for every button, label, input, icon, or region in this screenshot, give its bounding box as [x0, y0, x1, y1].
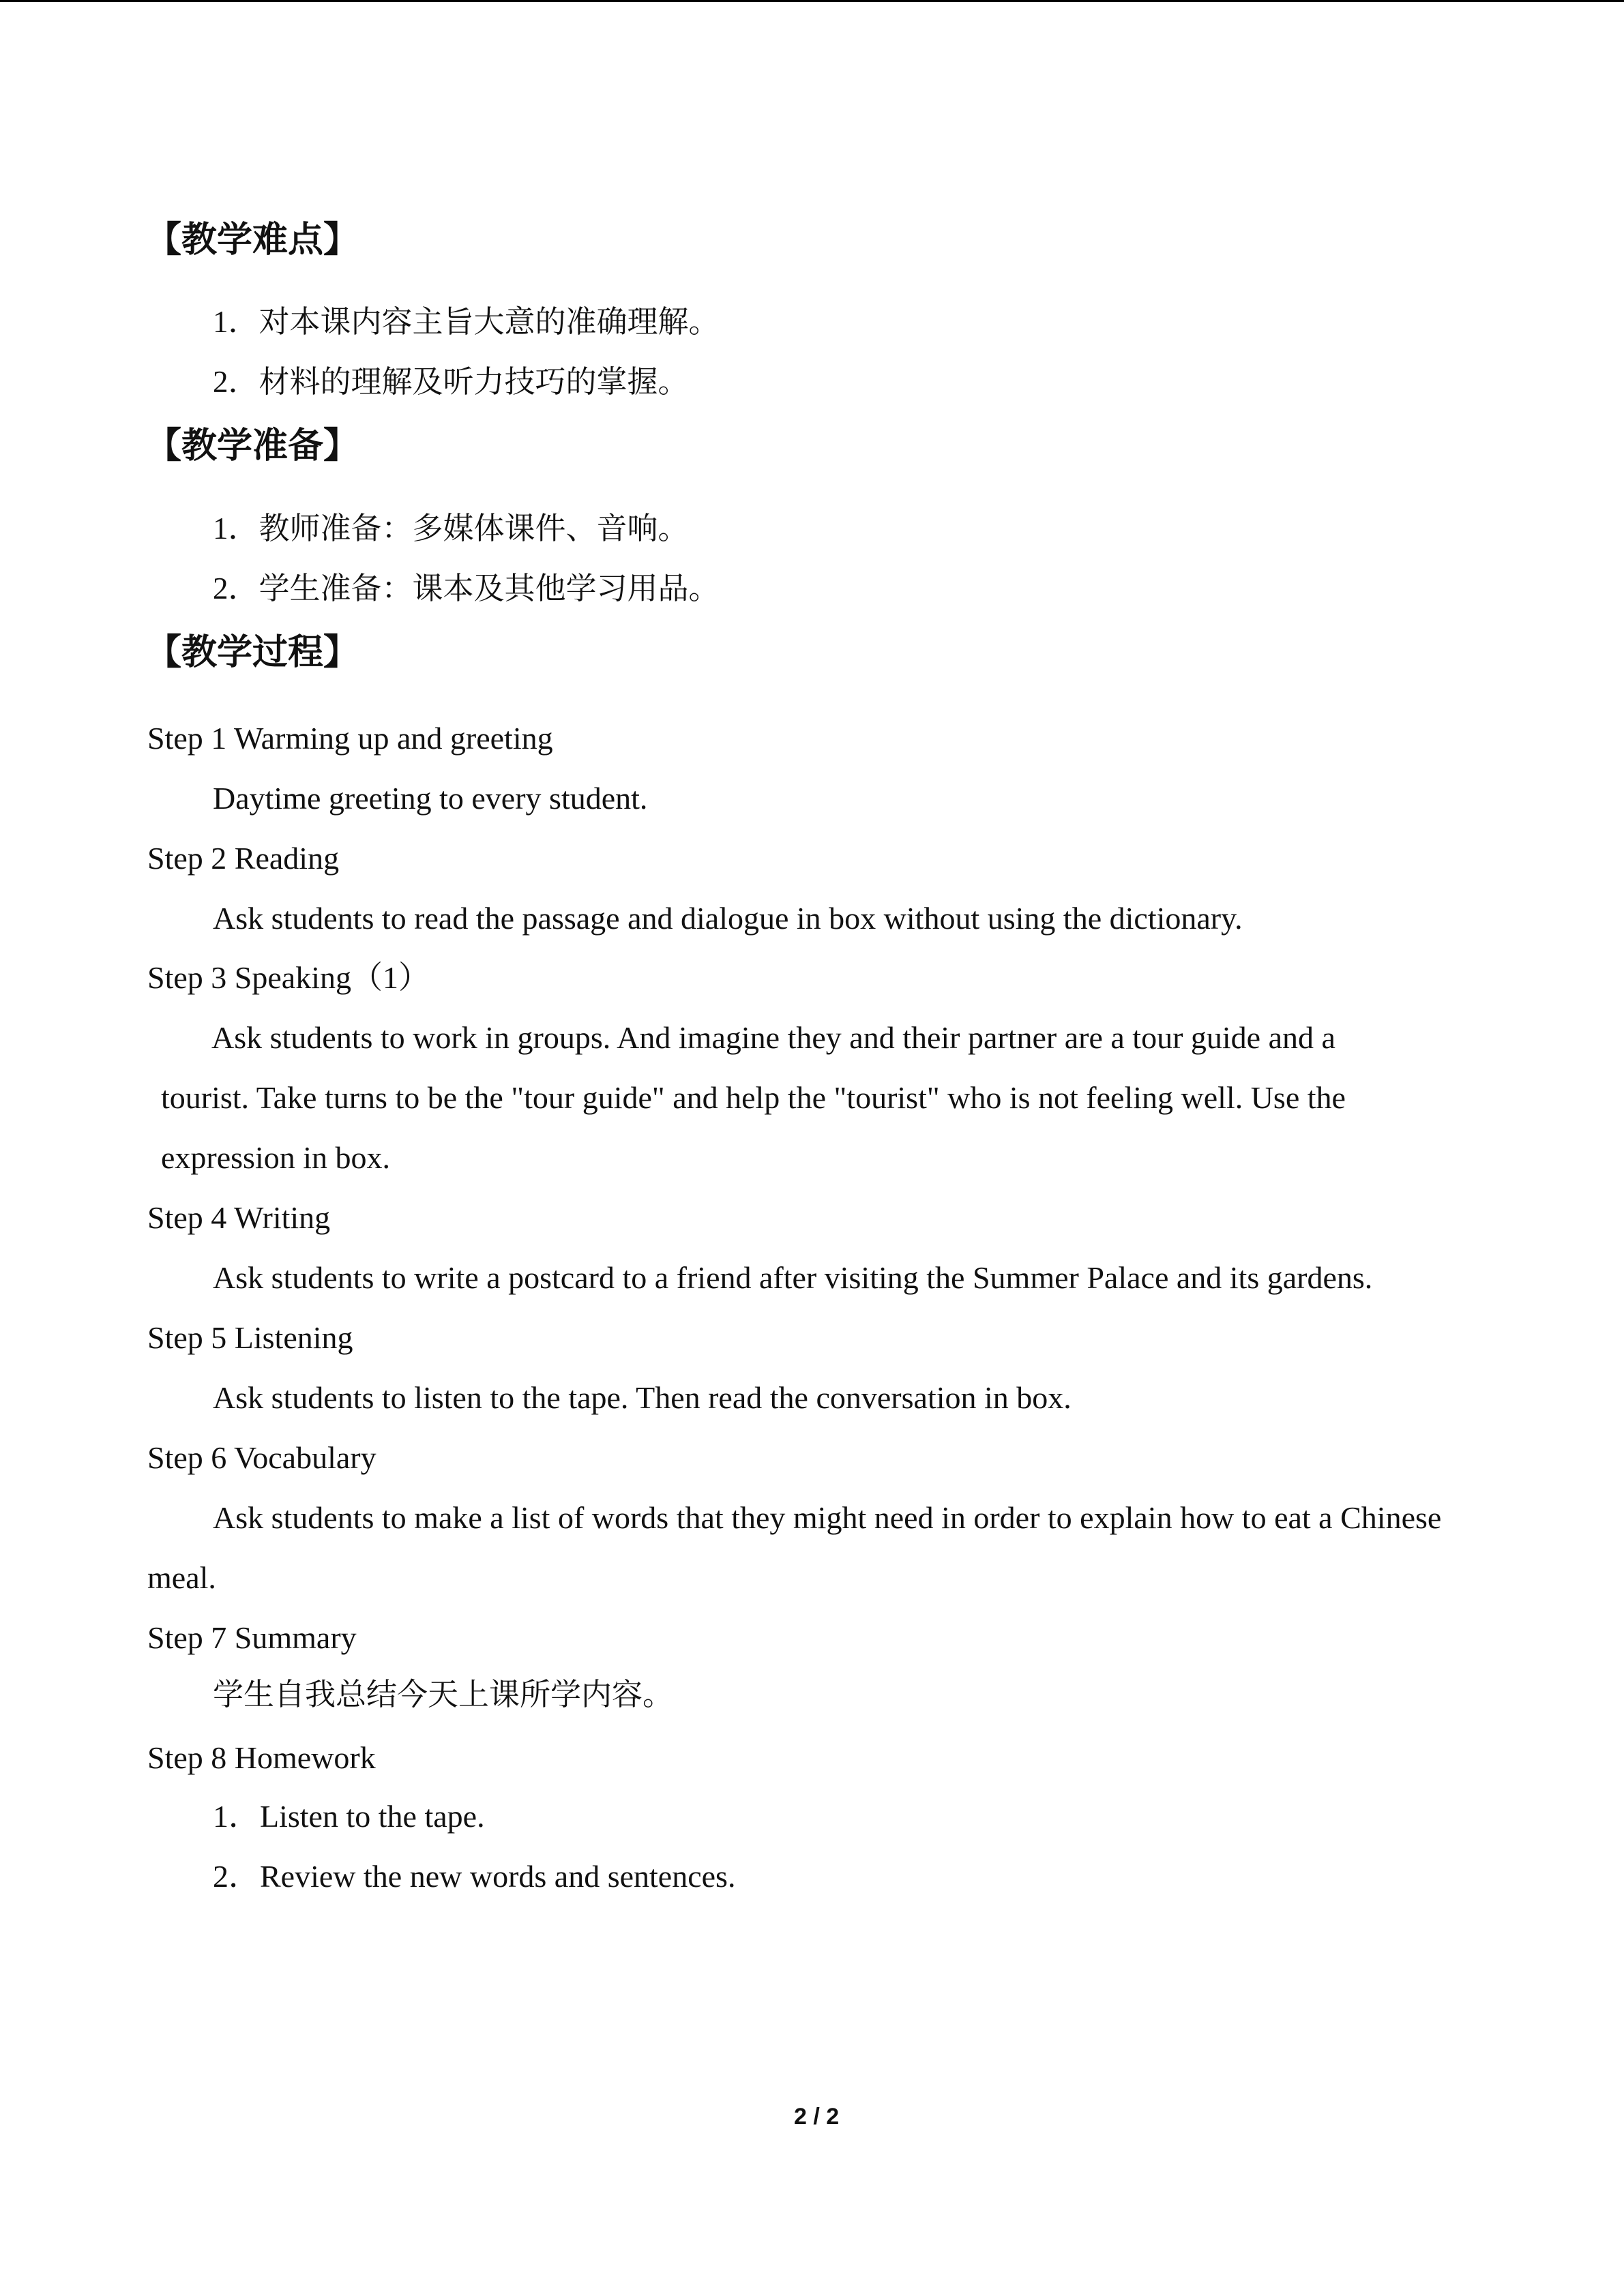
step-text-line: Daytime greeting to every student.	[213, 781, 648, 816]
step-title: Step 5 Listening	[147, 1320, 353, 1355]
step-text-line: expression in box.	[161, 1140, 391, 1175]
step-text-line: Ask students to read the passage and dialogue in box without using the dictionary.	[213, 901, 1243, 936]
step-text-line: Ask students to make a list of words that they might need in order to explain how to eat a Chinese	[213, 1500, 1442, 1535]
step-text-line: Ask students to listen to the tape. Then read the conversation in box.	[213, 1380, 1072, 1415]
step-title: Step 3 Speaking（1）	[147, 960, 430, 995]
step-text-line: 2．Review the new words and sentences.	[213, 1859, 736, 1894]
step-text-line: Ask students to write a postcard to a friend after visiting the Summer Palace and its gardens.	[213, 1260, 1373, 1295]
step-text-line: 学生自我总结今天上课所学内容。	[213, 1678, 674, 1712]
step-title: Step 7 Summary	[147, 1620, 357, 1655]
step-title: Step 8 Homework	[147, 1740, 376, 1775]
preparation-item-1: 1．教师准备：多媒体课件、音响。	[213, 511, 689, 546]
step-text-line: meal.	[147, 1560, 216, 1595]
section-heading-preparation: 【教学准备】	[146, 426, 359, 466]
step-title: Step 6 Vocabulary	[147, 1440, 377, 1475]
section-heading-process: 【教学过程】	[146, 632, 359, 673]
preparation-item-2: 2．学生准备：课本及其他学习用品。	[213, 571, 720, 606]
step-title: Step 1 Warming up and greeting	[147, 721, 553, 756]
difficulty-item-1: 1．对本课内容主旨大意的准确理解。	[213, 305, 720, 339]
step-title: Step 2 Reading	[147, 841, 340, 876]
step-text-line: 1．Listen to the tape.	[213, 1799, 485, 1834]
step-text-line: tourist. Take turns to be the "tour guide" and help the "tourist" who is not feeling well. Use the	[161, 1080, 1346, 1115]
page-number: 2 / 2	[794, 2104, 840, 2130]
difficulty-item-2: 2．材料的理解及听力技巧的掌握。	[213, 365, 689, 399]
section-heading-difficulties: 【教学难点】	[146, 220, 359, 260]
step-text-line: Ask students to work in groups. And imagine they and their partner are a tour guide and a	[211, 1020, 1335, 1055]
step-title: Step 4 Writing	[147, 1200, 331, 1235]
